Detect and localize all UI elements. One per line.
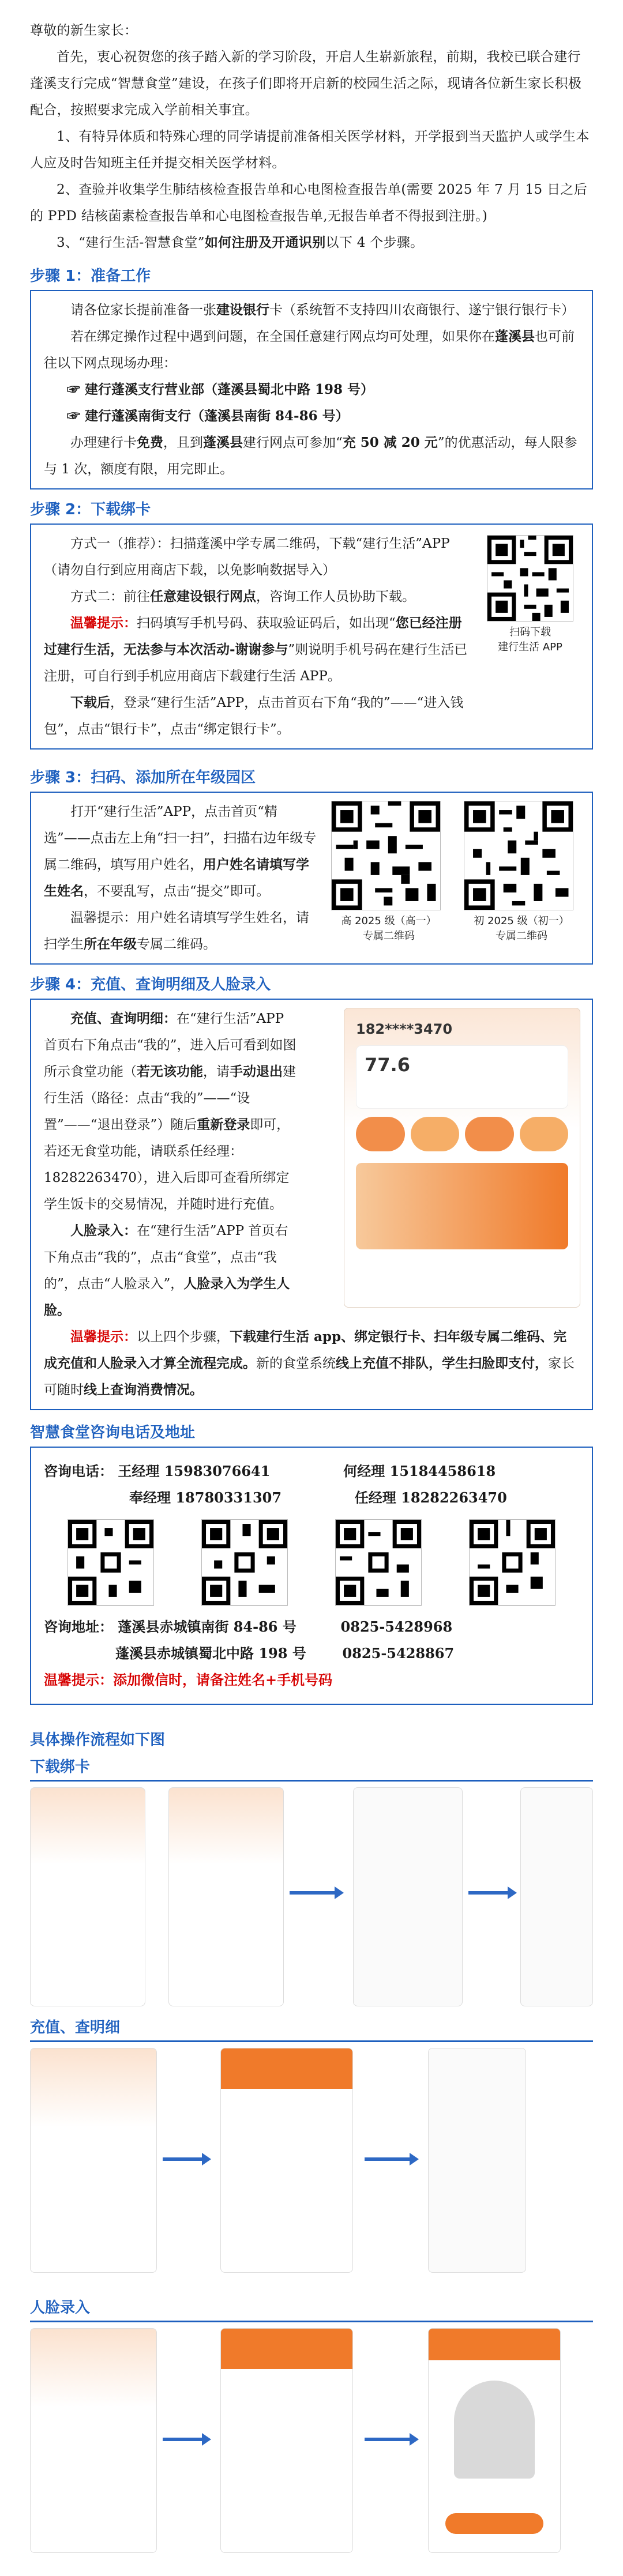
step1-title: 步骤 1：准备工作 bbox=[30, 268, 151, 285]
step2-tip-a: 扫码填写手机号码、获取验证码后，如出现“ bbox=[137, 616, 396, 631]
step4-text bbox=[44, 1005, 301, 1324]
step2-box bbox=[30, 524, 593, 750]
step4-title: 步骤 4：充值、查询明细及人脸录入 bbox=[30, 976, 271, 993]
grade-qr-high bbox=[331, 801, 446, 944]
step3-tip-b: 所在年级 bbox=[84, 936, 137, 952]
step4-p1-d: ，请 bbox=[203, 1064, 230, 1079]
step4-tip-d: 线上充值不排队，学生扫脸即支付， bbox=[336, 1355, 548, 1371]
step1-p3-e: 建行网点可参加“ bbox=[243, 435, 343, 450]
app-func-icon[interactable] bbox=[356, 1117, 405, 1151]
step1-p2 bbox=[44, 323, 579, 376]
contact-number[interactable]: 18282263470 bbox=[401, 1489, 507, 1506]
step1-box bbox=[30, 290, 593, 489]
step4-p1-h: 即可，若还无食堂功能，请联系任经理：18282263470），进入后即可查看所绑定学生饭卡的交易情况，并随时进行充值。 bbox=[44, 1117, 290, 1212]
flow-screen bbox=[220, 2328, 353, 2553]
wechat-qr-feng[interactable] bbox=[201, 1519, 288, 1606]
step4-tip-e: 家长可随时 bbox=[44, 1356, 575, 1398]
step2-tip-b: 您已经注册过建行生活，无法参与本次活动-谢谢参与 bbox=[44, 615, 462, 657]
flow-screen bbox=[30, 2048, 157, 2273]
intro-paragraph: 首先，衷心祝贺您的孩子踏入新的学习阶段，开启人生崭新旅程，前期，我校已联合建行蓬溪支行完成“智慧食堂”建设，在孩子们即将开启新的校园生活之际，现请各位新生家长积极配合，按照要求完成入学前相关事宜。 bbox=[30, 50, 582, 118]
step2-m2-b: 任意建设银行网点 bbox=[150, 589, 256, 604]
step4-p2 bbox=[44, 1218, 301, 1324]
step1-p2-a: 若在绑定操作过程中遇到问题，在全国任意建行网点均可处理，如果你在 bbox=[70, 329, 495, 344]
step2-after bbox=[44, 690, 471, 743]
flow-screen bbox=[30, 1787, 145, 2006]
flow-sec2-title: 充值、查明细 bbox=[30, 2019, 121, 2036]
download-qr-caption: 扫码下载 建行生活 APP bbox=[498, 626, 562, 653]
divider bbox=[30, 2321, 593, 2322]
qr-junior-caption: 初 2025 级（初一） 专属二维码 bbox=[474, 915, 569, 942]
landline[interactable]: 0825-5428968 bbox=[340, 1618, 453, 1635]
flow-title: 具体操作流程如下图 bbox=[30, 1731, 166, 1749]
step3-tip-c: 专属二维码。 bbox=[137, 937, 216, 952]
step3-tip-a: 温馨提示：用户姓名请填写学生姓名，请扫学生 bbox=[44, 910, 309, 952]
hand-icon: ☞ bbox=[67, 382, 85, 397]
wechat-qr-wang[interactable] bbox=[67, 1519, 154, 1606]
grade-qr-block bbox=[331, 801, 579, 944]
step4-p1-f: 建行生活（路径：点击“我的”——“设置”——“退出登录”）随后 bbox=[44, 1064, 296, 1132]
item-3 bbox=[30, 229, 593, 256]
tip-label: 温馨提示： bbox=[70, 615, 137, 631]
step4-p1-b: 在“建行生活”APP 首页右下角点击“我的”，进入后可看到如图所示食堂功能（ bbox=[44, 1011, 297, 1079]
step4-p1-e: 手动退出 bbox=[230, 1064, 283, 1079]
app-function-grid bbox=[356, 1117, 568, 1151]
item-1: 1、有特异体质和特殊心理的同学请提前准备相关医学材料，开学报到当天监护人或学生本人应及时告知班主任并提交相关医学材料。 bbox=[30, 129, 590, 171]
step2-m2 bbox=[44, 583, 471, 610]
step1-p3-f: 充 50 减 20 元 bbox=[342, 435, 438, 450]
step3-tip bbox=[44, 905, 321, 958]
contacts-tip bbox=[44, 1667, 579, 1693]
step2-m1: 方式一（推荐）：扫描蓬溪中学专属二维码，下载“建行生活”APP（请勿自行到应用商店下载，以免影响数据导入） bbox=[44, 536, 450, 578]
step2-tip bbox=[44, 610, 471, 690]
wechat-qr-row bbox=[44, 1519, 579, 1606]
qr-high-caption: 高 2025 级（高一） 专属二维码 bbox=[341, 915, 437, 942]
step3-p1 bbox=[44, 799, 321, 905]
tip-label: 温馨提示： bbox=[70, 1329, 137, 1345]
download-qr-block bbox=[481, 535, 579, 655]
flow-screen bbox=[168, 1787, 284, 2006]
item-3-a: 3、“建行生活-智慧食堂” bbox=[57, 235, 205, 250]
address: 蓬溪县赤城镇南街 84-86 号 bbox=[118, 1618, 297, 1635]
step1-p2-b: 蓬溪县 bbox=[495, 329, 535, 344]
flow-screen bbox=[353, 1787, 463, 2006]
item-2: 2、查验并收集学生肺结核检查报告单和心电图检查报告单(需要 2025 年 7 月 15 日之后的 PPD 结核菌素检查报告单和心电图检查报告单,无报告单者不得报到注册。) bbox=[30, 182, 588, 224]
divider bbox=[30, 2040, 593, 2042]
address-row-1 bbox=[44, 1614, 579, 1640]
app-func-icon[interactable] bbox=[465, 1117, 514, 1151]
step1-p3 bbox=[44, 430, 579, 483]
flow-face bbox=[30, 2328, 593, 2559]
wechat-qr-he[interactable] bbox=[335, 1519, 422, 1606]
step1-p3-g: ”的优惠活动，每人限参与 1 次，额度有限，用完即止。 bbox=[44, 435, 577, 477]
step2-m2-a: 方式二：前往 bbox=[70, 589, 150, 604]
step4-tip-a: 以上四个步骤， bbox=[137, 1330, 230, 1345]
step4-tip-b: 下载建行生活 app、绑定银行卡、扫年级专属二维码、完成充值和人脸录入才算全流程完成。 bbox=[44, 1329, 567, 1371]
contact-name: 奉经理 bbox=[129, 1489, 171, 1506]
greeting: 尊敬的新生家长： bbox=[30, 23, 138, 38]
contact-row-1 bbox=[44, 1458, 579, 1485]
app-func-icon[interactable] bbox=[411, 1117, 460, 1151]
canteen-app-screenshot bbox=[344, 1008, 580, 1308]
addr-label: 咨询地址： bbox=[44, 1618, 113, 1635]
app-func-icon[interactable] bbox=[520, 1117, 569, 1151]
contacts-box bbox=[30, 1447, 593, 1705]
arrow-right-icon bbox=[163, 2438, 203, 2441]
arrow-right-icon bbox=[163, 2157, 203, 2161]
branch-2-text: 建行蓬溪南街支行（蓬溪县南街 84-86 号） bbox=[85, 408, 349, 424]
arrow-right-icon bbox=[468, 1891, 509, 1895]
step2-title: 步骤 2：下载绑卡 bbox=[30, 501, 151, 518]
step1-p3-b: 免费 bbox=[137, 435, 163, 450]
qr-code-high-2025[interactable] bbox=[331, 801, 441, 910]
step3-p1-a: 打开“建行生活”APP，点击首页“精选”——点击左上角“扫一扫”，扫描右边年级专属二维码，填写用户姓名， bbox=[44, 804, 317, 872]
step4-p2-b: 在“建行生活”APP 首页右下角点击“我的”，点击“食堂”，点击“我的”，点击“人脸录入”， bbox=[44, 1223, 288, 1291]
step4-box bbox=[30, 999, 593, 1410]
flow-screen bbox=[220, 2048, 353, 2273]
step4-p2-a: 人脸录入： bbox=[70, 1223, 137, 1238]
contact-number[interactable]: 15184458618 bbox=[389, 1463, 496, 1479]
flow-screen bbox=[428, 2048, 526, 2273]
contact-name: 王经理 bbox=[118, 1463, 160, 1479]
step3-p1-b: 用户姓名请填写学生姓名 bbox=[44, 857, 309, 899]
wechat-qr-ren[interactable] bbox=[469, 1519, 556, 1606]
step2-after-a: 下载后 bbox=[70, 695, 110, 710]
step3-p1-c: ，不要乱写，点击“提交”即可。 bbox=[84, 884, 270, 899]
app-banner bbox=[356, 1163, 568, 1249]
step1-p3-c: ，且到 bbox=[163, 435, 203, 450]
flow-screen bbox=[520, 1787, 593, 2006]
step4-p2-c: 人脸录入为学生人脸。 bbox=[44, 1276, 290, 1318]
grade-qr-junior bbox=[464, 801, 579, 944]
step4-tip-f: 线上查询消费情况。 bbox=[84, 1382, 203, 1398]
app-balance-card bbox=[356, 1045, 568, 1109]
step4-tip bbox=[44, 1324, 579, 1403]
flow-screen bbox=[428, 2328, 561, 2553]
step2-tip-c: ”则说明手机号码在建行生活已注册，可自行到手机应用商店下载建行生活 APP。 bbox=[44, 642, 468, 684]
item-3-c: 以下 4 个步骤。 bbox=[325, 235, 424, 250]
step4-p1 bbox=[44, 1005, 301, 1218]
step3-box bbox=[30, 792, 593, 965]
contact-name: 何经理 bbox=[343, 1463, 385, 1479]
contacts-title: 智慧食堂咨询电话及地址 bbox=[30, 1424, 196, 1441]
contact-name: 任经理 bbox=[354, 1489, 396, 1506]
step1-p1-b: 建设银行 bbox=[216, 302, 269, 318]
flow-download-bind bbox=[30, 1787, 593, 2012]
step1-p3-d: 蓬溪县 bbox=[203, 435, 243, 450]
step2-after-b: ，登录“建行生活”APP，点击首页右下角“我的”——“进入钱包”，点击“银行卡”，点击“绑定银行卡”。 bbox=[44, 695, 464, 737]
step1-p2-c: 也可前往以下网点现场办理： bbox=[44, 329, 575, 371]
step1-p3-a: 办理建行卡 bbox=[70, 435, 137, 450]
flow-recharge bbox=[30, 2048, 593, 2279]
flow-sec3-title: 人脸录入 bbox=[30, 2299, 91, 2317]
step1-p1-a: 请各位家长提前准备一张 bbox=[70, 303, 216, 318]
intro bbox=[30, 0, 593, 256]
address-row-2 bbox=[44, 1640, 579, 1667]
step1-p1-c: 卡（系统暂不支持四川农商银行、遂宁银行银行卡） bbox=[269, 303, 575, 318]
step4-p1-c: 若无该功能 bbox=[137, 1064, 203, 1079]
item-3-b: 如何注册及开通识别 bbox=[204, 235, 326, 250]
step2-m2-c: ，咨询工作人员协助下载。 bbox=[256, 589, 415, 604]
arrow-right-icon bbox=[290, 1891, 336, 1895]
branch-2 bbox=[44, 403, 579, 430]
flow-screen bbox=[30, 2328, 157, 2553]
step4-p1-a: 充值、查询明细： bbox=[70, 1011, 177, 1026]
divider bbox=[30, 1780, 593, 1782]
step3-title: 步骤 3：扫码、添加所在年级园区 bbox=[30, 769, 256, 786]
address: 蓬溪县赤城镇蜀北中路 198 号 bbox=[115, 1645, 306, 1662]
tip-label: 温馨提示： bbox=[44, 1671, 113, 1688]
phone-label: 咨询电话： bbox=[44, 1463, 113, 1479]
branch-1 bbox=[44, 376, 579, 403]
contacts-tip-text: 添加微信时，请备注姓名+手机号码 bbox=[113, 1671, 333, 1688]
contact-number[interactable]: 15983076641 bbox=[164, 1463, 271, 1479]
flow-section bbox=[30, 1728, 593, 2559]
app-balance: 77.6 bbox=[365, 1054, 410, 1076]
arrow-right-icon bbox=[365, 2157, 411, 2161]
face-portrait bbox=[454, 2381, 535, 2479]
contact-row-2 bbox=[44, 1485, 579, 1511]
contact-number[interactable]: 18780331307 bbox=[175, 1489, 282, 1506]
upload-photo-button[interactable] bbox=[445, 2513, 543, 2534]
arrow-right-icon bbox=[365, 2438, 411, 2441]
step1-p1 bbox=[44, 297, 579, 323]
flow-sec1-title: 下载绑卡 bbox=[30, 1758, 91, 1776]
hand-icon: ☞ bbox=[67, 408, 85, 424]
step4-tip-c: 新的食堂系统 bbox=[256, 1356, 336, 1371]
download-qr-code[interactable] bbox=[487, 535, 573, 622]
app-user-phone: 182****3470 bbox=[356, 1021, 453, 1037]
branch-1-text: 建行蓬溪支行营业部（蓬溪县蜀北中路 198 号） bbox=[85, 382, 374, 397]
step4-p1-g: 重新登录 bbox=[197, 1117, 250, 1132]
qr-code-junior-2025[interactable] bbox=[464, 801, 573, 910]
landline[interactable]: 0825-5428867 bbox=[342, 1645, 455, 1662]
